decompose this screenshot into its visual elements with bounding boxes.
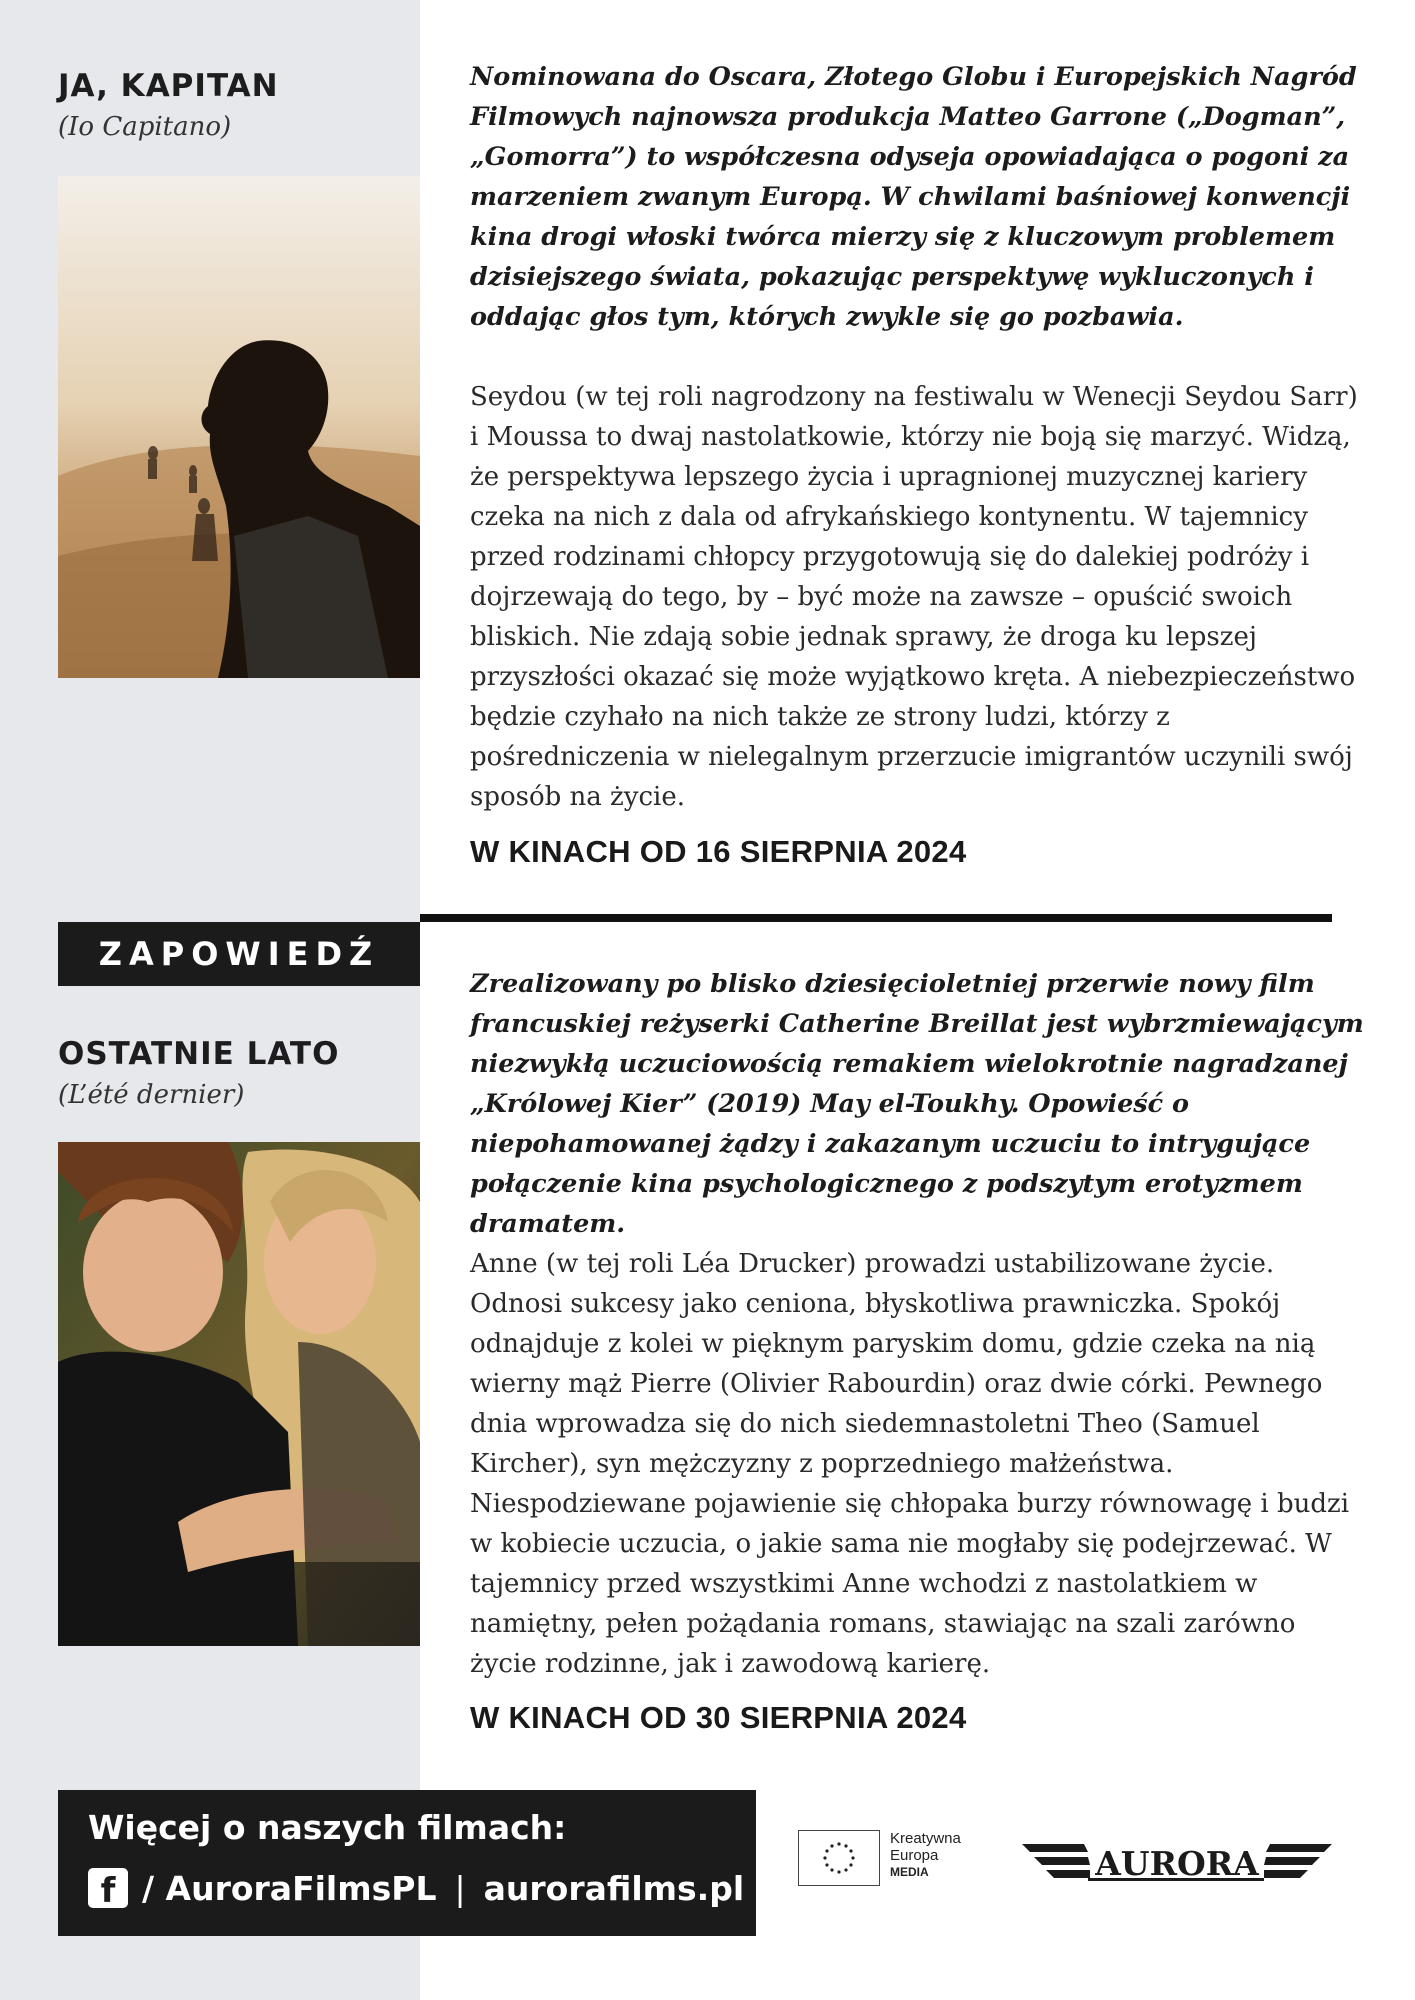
section-label-zapowiedz: ZAPOWIEDŹ: [58, 922, 420, 986]
film-title-ja-kapitan: JA, KAPITAN: [58, 68, 279, 104]
eu-flag-icon: [798, 1830, 880, 1886]
film-intro-ostatnie-lato: Zrealizowany po blisko dziesięcioletniej przerwie nowy film francuskiej reżyserki Catherine Breillat jest wybrzmiewającym niezwykłą uczuciowością remakiem wielokrotnie nagradzanej „Królowej Kier” (2019) May el-Toukhy. Opowieść o niepohamowanej żądzy i zakazanym uczuciu to intrygujące połączenie kina psychologicznego z podszytym erotyzmem dramatem.: [470, 969, 1364, 1239]
film-still-ja-kapitan: [58, 176, 420, 678]
section-divider: [420, 914, 1332, 922]
film-title-ostatnie-lato: OSTATNIE LATO: [58, 1036, 340, 1072]
facebook-icon: f: [88, 1868, 128, 1908]
film-original-title-lete-dernier: (L’été dernier): [58, 1080, 245, 1110]
film-description-ja-kapitan: Seydou (w tej roli nagrodzony na festiwalu w Wenecji Seydou Sarr) i Moussa to dwaj nastolatkowie, którzy nie boją się marzyć. Widzą, że perspektywa lepszego życia i upragnionej muzycznej kariery czeka na nich z dala od afrykańskiego kontynentu. W tajemnicy przed rodzinami chłopcy przygotowują się do dalekiej podróży i dojrzewają do tego, by – być może na zawsze – opuścić swoich bliskich. Nie zdają sobie jednak sprawy, że droga ku lepszej przyszłości okazać się może wyjątkowo kręta. A niebezpieczeństwo będzie czyhało na nich także ze strony ludzi, którzy z pośredniczenia w nielegalnym przerzucie imigrantów uczynili swój sposób na życie.: [470, 382, 1358, 812]
creative-europe-media-logo: [798, 1830, 978, 1892]
footer-links: [88, 1868, 744, 1908]
film-intro-ja-kapitan: Nominowana do Oscara, Złotego Globu i Europejskich Nagród Filmowych najnowsza produkcja Matteo Garrone („Dogman”, „Gomorra”) to współczesna odyseja opowiadająca o pogoni za marzeniem zwanym Europą. W chwilami baśniowej konwencji kina drogi włoski twórca mierzy się z kluczowym problemem dzisiejszego świata, pokazując perspektywę wykluczonych i oddając głos tym, których zwykle się go pozbawia.: [470, 62, 1357, 332]
footer-heading: Więcej o naszych filmach:: [88, 1808, 567, 1847]
aurora-films-logo: [1022, 1838, 1332, 1884]
release-date-ja-kapitan: W KINACH OD 16 SIERPNIA 2024: [470, 834, 967, 869]
eu-logo-line-kreatywna: Kreatywna: [890, 1830, 961, 1847]
footer-separator: |: [454, 1868, 466, 1908]
website-link[interactable]: aurorafilms.pl: [483, 1868, 745, 1908]
film-still-ostatnie-lato: [58, 1142, 420, 1646]
eu-logo-line-media: MEDIA: [890, 1865, 929, 1879]
film-original-title-io-capitano: (Io Capitano): [58, 112, 232, 142]
eu-logo-line-europa: Europa: [890, 1847, 939, 1864]
release-date-ostatnie-lato: W KINACH OD 30 SIERPNIA 2024: [470, 1700, 967, 1735]
facebook-handle-link[interactable]: / AuroraFilmsPL: [142, 1868, 437, 1908]
film-description-ostatnie-lato: Anne (w tej roli Léa Drucker) prowadzi ustabilizowane życie. Odnosi sukcesy jako ceniona, błyskotliwa prawniczka. Spokój odnajduje z kolei w pięknym paryskim domu, gdzie czeka na nią wierny mąż Pierre (Olivier Rabourdin) oraz dwie córki. Pewnego dnia wprowadza się do nich siedemnastoletni Theo (Samuel Kircher), syn mężczyzny z poprzedniego małżeństwa. Niespodziewane pojawienie się chłopaka burzy równowagę i budzi w kobiecie uczucia, o jakie sama nie mogłaby się podejrzewać. W tajemnicy przed wszystkimi Anne wchodzi z nastolatkiem w namiętny, pełen pożądania romans, stawiając na szali zarówno życie rodzinne, jak i zawodową karierę.: [470, 1249, 1350, 1679]
aurora-logo-wordmark: AURORA: [1095, 1844, 1259, 1883]
footer-info-box: [58, 1790, 756, 1936]
